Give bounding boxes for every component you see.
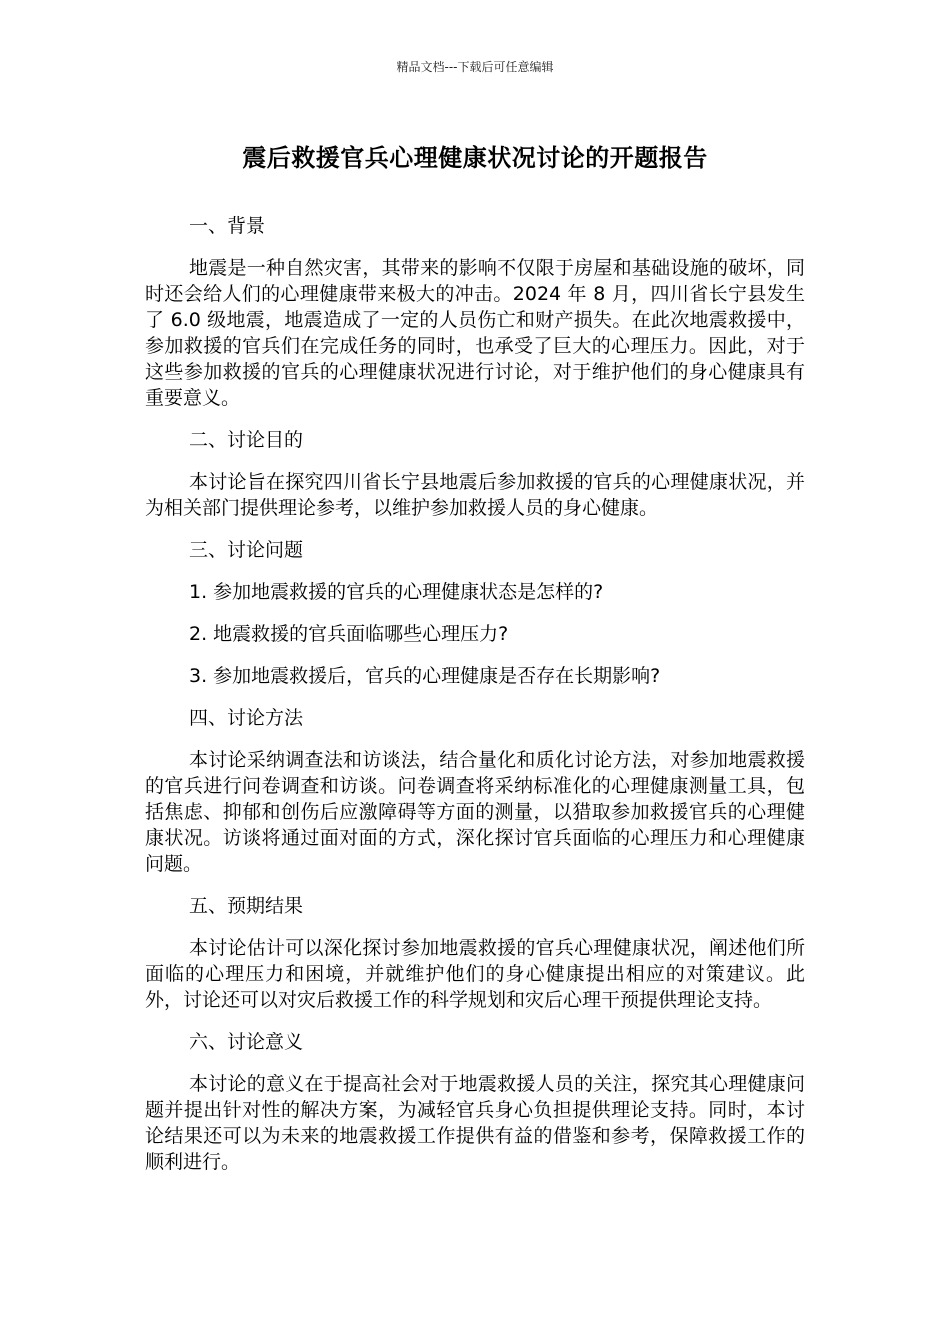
section-heading-expected: 五、预期结果 — [189, 895, 304, 917]
section-heading-significance: 六、讨论意义 — [189, 1031, 304, 1053]
paragraph-method: 本讨论采纳调查法和访谈法，结合量化和质化讨论方法，对参加地震救援的官兵进行问卷调查和访谈。问卷调查将采纳标准化的心理健康测量工具，包括焦虑、抑郁和创伤后应激障碍等方面的测量，以猎取参加救援官兵的心理健康状况。访谈将通过面对面的方式，深化探讨官兵面临的心理压力和心理健康问题。 — [145, 749, 805, 875]
paragraph-background: 地震是一种自然灾害，其带来的影响不仅限于房屋和基础设施的破坏，同时还会给人们的心理健康带来极大的冲击。2024 年 8 月，四川省长宁县发生了 6.0 级地震，地震造成了一定的人员伤亡和财产损失。在此次地震救援中，参加救援的官兵们在完成任务的同时，也承受了巨大的心理压力。因此，对于这些参加救援的官兵的心理健康状况进行讨论，对于维护他们的身心健康具有重要意义。 — [145, 257, 805, 409]
header-note: 精品文档---下载后可任意编辑 — [396, 60, 554, 74]
section-heading-questions: 三、讨论问题 — [189, 539, 304, 561]
section-heading-purpose: 二、讨论目的 — [189, 429, 304, 451]
section-heading-background: 一、背景 — [189, 215, 266, 237]
question-item: 2. 地震救援的官兵面临哪些心理压力? — [189, 623, 509, 645]
document-body — [145, 213, 805, 1191]
question-item: 3. 参加地震救援后，官兵的心理健康是否存在长期影响? — [189, 665, 661, 687]
paragraph-significance: 本讨论的意义在于提高社会对于地震救援人员的关注，探究其心理健康问题并提出针对性的解决方案，为减轻官兵身心负担提供理论支持。同时，本讨论结果还可以为未来的地震救援工作提供有益的借鉴和参考，保障救援工作的顺利进行。 — [145, 1073, 805, 1173]
section-heading-method: 四、讨论方法 — [189, 707, 304, 729]
question-item: 1. 参加地震救援的官兵的心理健康状态是怎样的? — [189, 581, 604, 603]
paragraph-expected: 本讨论估计可以深化探讨参加地震救援的官兵心理健康状况，阐述他们所面临的心理压力和困境，并就维护他们的身心健康提出相应的对策建议。此外，讨论还可以对灾后救援工作的科学规划和灾后心理干预提供理论支持。 — [145, 937, 805, 1011]
document-title: 震后救援官兵心理健康状况讨论的开题报告 — [242, 144, 708, 172]
paragraph-purpose: 本讨论旨在探究四川省长宁县地震后参加救援的官兵的心理健康状况，并为相关部门提供理论参考，以维护参加救援人员的身心健康。 — [145, 471, 805, 519]
